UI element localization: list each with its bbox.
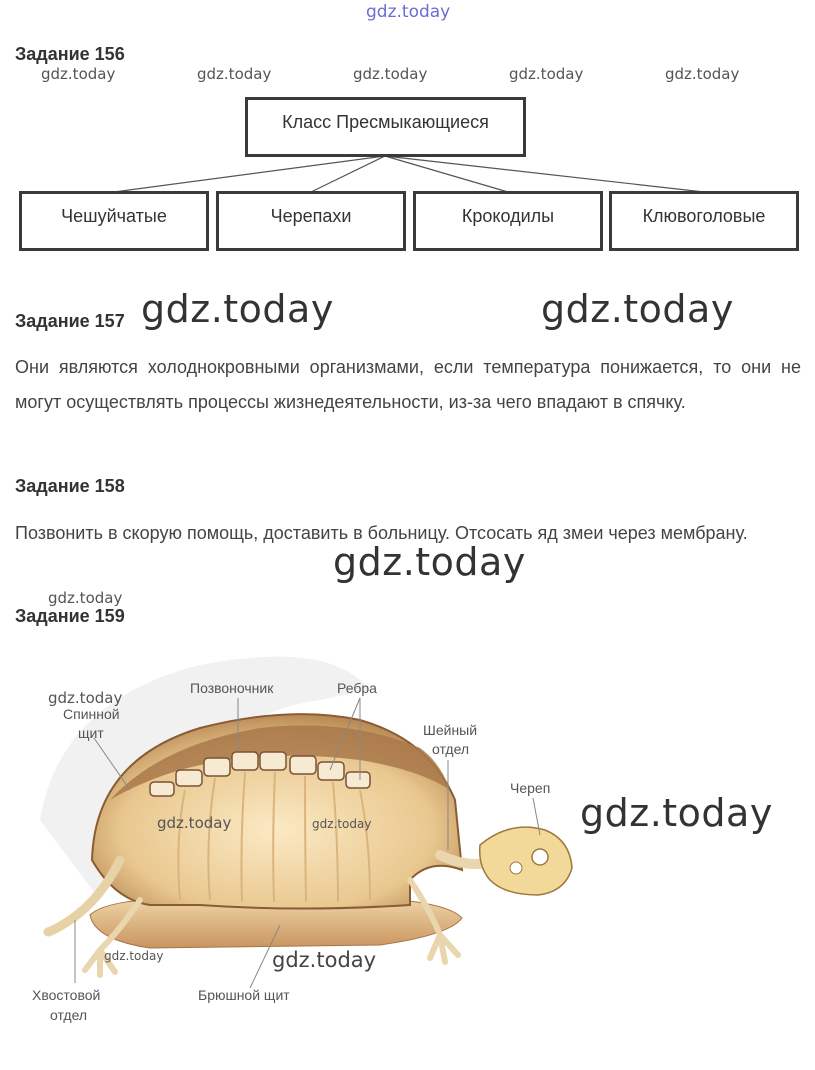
task-158-text: Позвонить в скорую помощь, доставить в больницу. Отсосать яд змеи через мембрану. (15, 523, 748, 543)
label-skull: Череп (510, 780, 551, 796)
watermark: gdz.today (48, 589, 123, 607)
skull-shape (480, 827, 572, 895)
diagram-child-label: Черепахи (270, 206, 352, 226)
watermark: gdz.today (509, 65, 584, 83)
watermark: gdz.today (197, 65, 272, 83)
label-tail-2: отдел (50, 1007, 88, 1023)
watermark: gdz.today (48, 689, 123, 707)
task-159-heading: Задание 159 (15, 606, 125, 626)
task-158-heading: Задание 158 (15, 476, 125, 496)
watermark: gdz.today (41, 65, 116, 83)
label-ventral-shield: Брюшной щит (198, 987, 290, 1003)
watermark: gdz.today (104, 949, 164, 963)
watermark: gdz.today (353, 65, 428, 83)
diagram-child-label: Чешуйчатые (61, 206, 167, 226)
task-156-heading: Задание 156 (15, 44, 125, 64)
label-dorsal-shield-1: Спинной (63, 706, 120, 722)
watermark: gdz.today (272, 948, 377, 972)
watermark: gdz.today (665, 65, 740, 83)
diagram-child-label: Клювоголовые (642, 206, 766, 226)
label-neck-2: отдел (432, 741, 470, 757)
label-dorsal-shield-2: щит (78, 725, 104, 741)
label-spine: Позвоночник (190, 680, 274, 696)
label-neck-1: Шейный (423, 722, 478, 738)
watermark: gdz.today (141, 287, 334, 331)
watermark: gdz.today (541, 287, 734, 331)
watermark: gdz.today (333, 540, 526, 584)
watermark-top: gdz.today (366, 2, 451, 22)
label-tail-1: Хвостовой (32, 987, 101, 1003)
watermark: gdz.today (312, 817, 372, 831)
task-157-text: Они являются холоднокровными организмами, если температура понижается, то они не могут осуществлять процессы жизнедеятельности, из-за чего впадают в спячку. (15, 357, 801, 412)
label-ribs: Ребра (337, 680, 377, 696)
watermark: gdz.today (157, 814, 232, 832)
task-157-heading: Задание 157 (15, 311, 125, 331)
diagram-child-label: Крокодилы (461, 206, 555, 226)
diagram-root-label: Класс Пресмыкающиеся (282, 112, 489, 132)
watermark: gdz.today (580, 791, 773, 835)
